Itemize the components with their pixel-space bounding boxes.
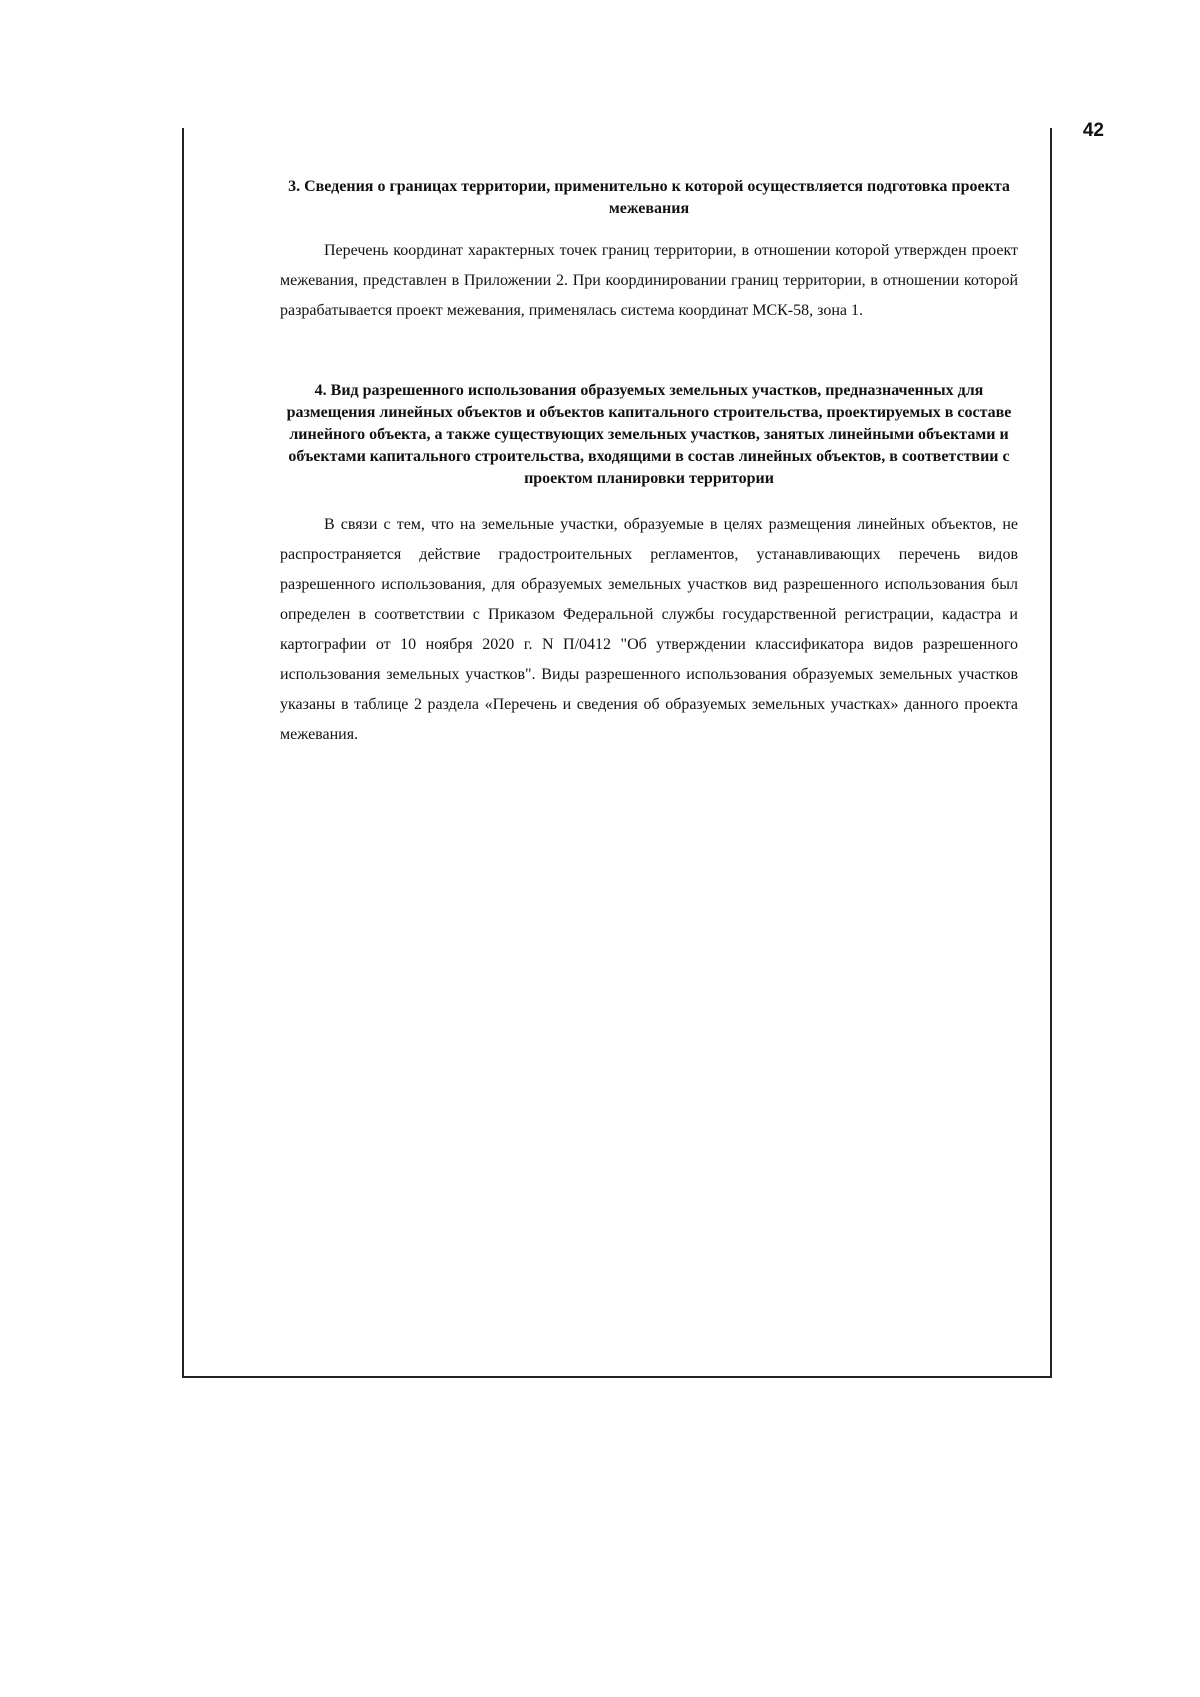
- section-3-paragraph: Перечень координат характерных точек границ территории, в отношении которой утвержден проект межевания, представлен в Приложении 2. При координировании границ территории, в отношении которой разрабатывается проект межевания, применялась система координат МСК-58, зона 1.: [280, 242, 1018, 319]
- page-number: 42: [1082, 120, 1104, 141]
- section-4-paragraph: В связи с тем, что на земельные участки, образуемые в целях размещения линейных объектов, не распространяется действие градостроительных регламентов, устанавливающих перечень видов разрешенного использования, для образуемых земельных участков вид разрешенного использования был определен в соответствии с Приказом Федеральной службы государственной регистрации, кадастра и картографии от 10 ноября 2020 г. N П/0412 "Об утверждении классификатора видов разрешенного использования земельных участков". Виды разрешенного использования образуемых земельных участков указаны в таблице 2 раздела «Перечень и сведения об образуемых земельных участках» данного проекта межевания.: [280, 516, 1018, 743]
- section-3-heading: 3. Сведения о границах территории, применительно к которой осуществляется подготовка проекта межевания: [288, 178, 1010, 217]
- document-body: [280, 176, 1018, 750]
- section-4-heading: 4. Вид разрешенного использования образуемых земельных участков, предназначенных для размещения линейных объектов и объектов капитального строительства, проектируемых в составе линейного объекта, а также существующих земельных участков, занятых линейными объектами и объектами капитального строительства, входящими в состав линейных объектов, в соответствии с проектом планировки территории: [286, 382, 1012, 487]
